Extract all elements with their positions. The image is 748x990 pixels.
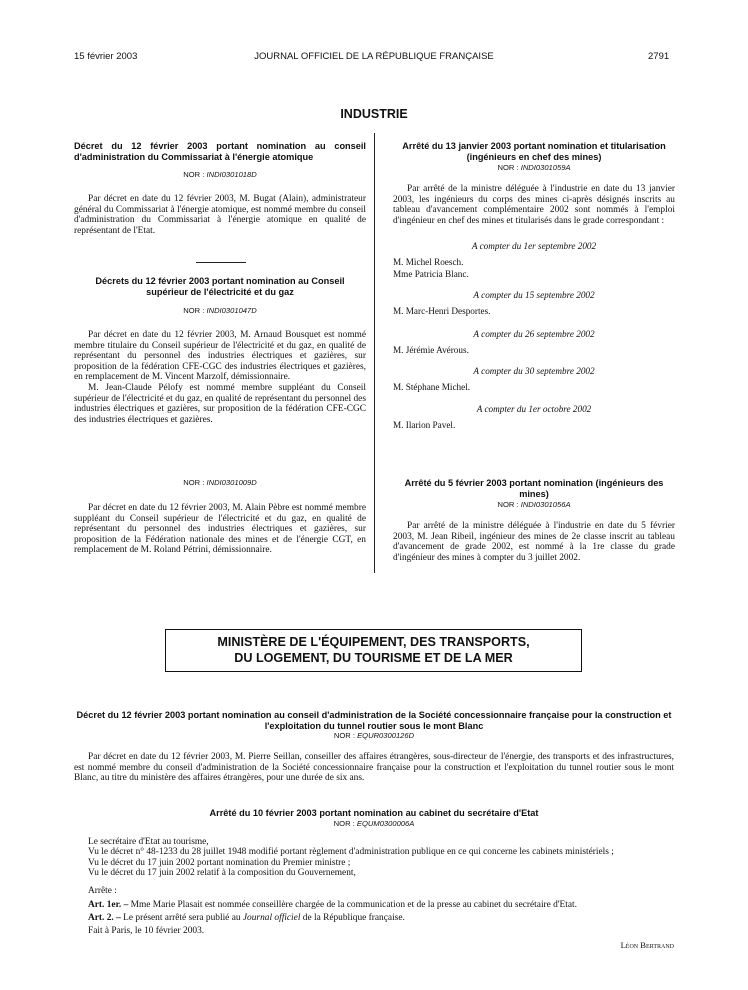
nor-label: NOR : (333, 818, 355, 828)
article-title: Arrêté du 10 février 2003 portant nomination au cabinet du secrétaire d'Etat (209, 808, 539, 818)
column-divider (374, 133, 375, 573)
header-date: 15 février 2003 (74, 51, 138, 62)
appointee-name: M. Jérémie Avérous. (393, 344, 469, 355)
appointee-name: Mme Patricia Blanc. (393, 268, 469, 279)
article-title: Décrets du 12 février 2003 portant nomination au Conseil supérieur de l'électricité et du gaz (95, 276, 345, 297)
visa-line: Vu le décret du 17 juin 2002 relatif à la composition du Gouvernement, (88, 868, 356, 879)
nor-code: INDI0301056A (520, 500, 571, 509)
article-title: Arrêté du 5 février 2003 portant nomination (ingénieurs des mines) (404, 478, 664, 499)
appointee-name: M. Michel Roesch. (393, 257, 464, 268)
article-text: Par décret en date du 12 février 2003, M. Arnaud Bousquet est nommé membre titulaire du Conseil supérieur de l'électricité et du gaz, en qualité de représentant du personnel des industries électriques et gazières, sur proposition de la fédération CFE-CGC des industries électriques et gazières, en remplacement de M. Vincent Marzolf, démissionnaire. (74, 330, 366, 383)
article-body: Le présent arrêté sera publié au (123, 913, 243, 924)
article-number: Art. 2. – (88, 913, 121, 924)
article-cea (74, 141, 366, 236)
article-cabinet (74, 808, 674, 950)
ministry-banner (165, 629, 582, 672)
nor-code: INDI0301047D (206, 306, 257, 315)
nor-line (74, 306, 366, 315)
appointee-name: M. Stéphane Michel. (393, 382, 471, 393)
article-text: Par décret en date du 12 février 2003, M. Alain Pèbre est nommé membre suppléant du Conseil supérieur de l'électricité et du gaz, en qualité de représentant du personnel des industries électriques et gazières, sur proposition de la Fédération nationale des mines et de l'énergie CGT, en remplacement de M. Roland Pétrini, démissionnaire. (74, 503, 366, 556)
appointee-name: M. Ilarion Pavel. (393, 419, 456, 430)
signature: Léon Bertrand (620, 940, 674, 951)
article-text: Par arrêté de la ministre déléguée à l'industrie en date du 5 février 2003, M. Jean Ribeil, ingénieur des mines de 2e classe inscrit au tableau d'avancement de grade 2002, est nommé à la 1re classe du grade d'ingénieur des mines à compter du 3 juillet 2002. (393, 521, 675, 563)
article-body: Mme Marie Plasait est nommée conseillère chargée de la communication et de la presse au cabinet du secrétaire d'Etat. (130, 900, 577, 911)
visa-line: Le secrétaire d'Etat au tourisme, (88, 836, 209, 847)
nor-label: NOR : (183, 170, 205, 179)
effective-date: A compter du 1er octobre 2002 (476, 403, 592, 414)
article-text: Par décret en date du 12 février 2003, M. Bugat (Alain), administrateur général du Commissariat à l'énergie atomique, est nommé membre du conseil d'administration du Commissariat à l'énergie atomique en qualité de représentant de l'Etat. (74, 194, 366, 236)
nor-label: NOR : (333, 731, 355, 740)
nor-label: NOR : (497, 500, 519, 509)
page-number: 2791 (648, 51, 670, 62)
article-2 (74, 913, 674, 924)
nor-line (393, 163, 675, 172)
arrete-line: Arrête : (88, 885, 117, 896)
article-body: de la République française. (300, 913, 405, 924)
appointee-name: M. Marc-Henri Desportes. (393, 306, 491, 317)
nor-label: NOR : (183, 306, 205, 315)
effective-date: A compter du 30 septembre 2002 (473, 366, 595, 377)
journal-title: JOURNAL OFFICIEL DE LA RÉPUBLIQUE FRANÇAISE (254, 51, 494, 62)
nor-code: INDI0301009D (206, 478, 257, 487)
nor-code: INDI0301059A (520, 163, 571, 172)
ministry-line: DU LOGEMENT, DU TOURISME ET DE LA MER (234, 651, 513, 665)
article-text: Par décret en date du 12 février 2003, M. Pierre Seillan, conseiller des affaires étrangères, sous-directeur de l'énergie, des transports et des infrastructures, est nommé membre du conseil d'administration de la Société concessionnaire française pour la construction et l'exploitation du tunnel routier sous le mont Blanc, au titre du ministère des affaires étrangères, pour une durée de six ans. (74, 752, 674, 784)
nor-line (74, 478, 366, 487)
effective-date: A compter du 1er septembre 2002 (471, 241, 597, 252)
nor-line (393, 500, 675, 509)
article-icm (393, 141, 675, 431)
article-text: Par arrêté de la ministre déléguée à l'industrie en date du 13 janvier 2003, les ingénieurs du corps des mines ci-après désignés inscrits au tableau d'avancement complémentaire 2002 sont nommés à l'emploi d'ingénieur en chef des mines et titularisés dans le grade correspondant : (393, 184, 675, 226)
visa-line: Vu le décret du 17 juin 2002 portant nomination du Premier ministre ; (88, 857, 351, 868)
article-tunnel (74, 710, 674, 784)
effective-date: A compter du 15 septembre 2002 (473, 290, 595, 301)
section-title: INDUSTRIE (340, 107, 408, 121)
journal-name: Journal officiel (242, 913, 301, 924)
nor-code: INDI0301018D (206, 170, 257, 179)
article-csg-2 (74, 478, 366, 556)
separator (196, 262, 246, 263)
article-title: Décret du 12 février 2003 portant nomination au conseil d'administration de la Société concessionnaire française pour la construction et l'exploitation du tunnel routier sous le mont Blanc (76, 710, 672, 731)
article-im (393, 478, 675, 563)
nor-code: EQUM0300006A (356, 818, 415, 828)
nor-label: NOR : (183, 478, 205, 487)
nor-line (74, 819, 674, 828)
effective-date: A compter du 26 septembre 2002 (473, 328, 595, 339)
article-number: Art. 1er. – (88, 900, 129, 911)
ministry-line: MINISTÈRE DE L'ÉQUIPEMENT, DES TRANSPORTS, (217, 635, 530, 649)
article-title: Décret du 12 février 2003 portant nomination au conseil d'administration du Commissariat à l'énergie atomique (74, 141, 366, 162)
nor-code: EQUR0300126D (357, 731, 415, 740)
article-1 (74, 900, 674, 911)
nor-line (74, 731, 674, 740)
nor-line (74, 170, 366, 179)
article-csg (74, 276, 366, 425)
visa-line: Vu le décret n° 48-1233 du 28 juillet 1948 modifié portant règlement d'administration publique en ce qui concerne les cabinets ministériels ; (88, 847, 614, 858)
article-title: Arrêté du 13 janvier 2003 portant nomination et titularisation (ingénieurs en chef des mines) (402, 141, 666, 162)
nor-label: NOR : (497, 163, 519, 172)
done-line: Fait à Paris, le 10 février 2003. (88, 925, 205, 936)
article-text: M. Jean-Claude Pélofy est nommé membre suppléant du Conseil supérieur de l'électricité et du gaz, en qualité de représentant du personnel des industries électriques et gazières, sur proposition de la fédération CFE-CGC des industries électriques et gazières. (74, 382, 366, 425)
